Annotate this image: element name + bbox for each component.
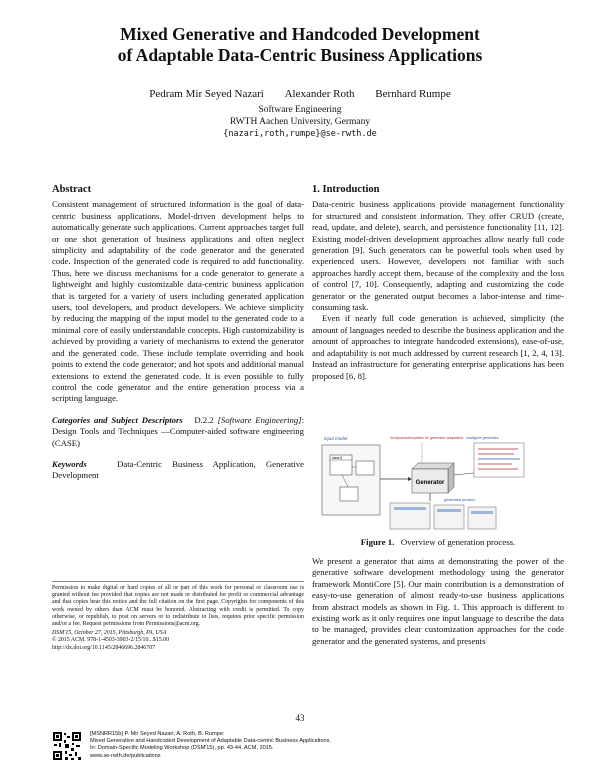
copyright-line: © 2015 ACM. 978-1-4503-3903-2/15/10...$15.00 <box>52 637 170 644</box>
categories-italic: [Software Engineering] <box>217 414 302 425</box>
script-box <box>474 443 524 477</box>
page-number: 43 <box>295 713 305 723</box>
output-screen-3-bar <box>471 511 493 514</box>
output-screen-1-bar <box>394 507 426 510</box>
permission-notice <box>52 581 304 652</box>
qr-module <box>71 758 74 760</box>
generator-cube-top <box>412 463 454 469</box>
generated-product-label: generated product <box>444 498 475 502</box>
output-screen-2-bar <box>437 509 461 512</box>
citation-venue: In: Domain-Specific Modeling Workshop (DSM'15), pp. 43-44. ACM, 2015. <box>90 745 274 752</box>
intro-paragraph-2: Even if nearly full code generation is achieved, simplicity (the amount of languages needed to describe the business application and the amount of approaches to integrate handcoded extensions), ease-of-use, and adaptability is not much addressed by current research [1, 2, 4, 13]. Instead an infrastructure for generating enterprise applications has been proposed [6, 8]. <box>312 313 564 381</box>
intro-paragraph-1: Data-centric business applications provide management functionality for structured and consistent information. They offer CRUD (create, read, update, and delete), search, and persistence functionality [11, 12]. Existing model-driven development approaches allow nearly full code generation [9]. Such generators can be powerful tools when used by experienced users. However, developers not familiar with such approaches hardly accept them, because of the complexity and the loss of control [7, 10]. Consequently, adapting and customizing the code generator or the generated output becomes a labor-intense and time-consuming task. <box>312 199 564 313</box>
keywords-block <box>52 459 304 482</box>
qr-module <box>54 744 57 746</box>
categories-label: Categories and Subject Descriptors <box>52 414 183 425</box>
qr-module <box>64 733 66 735</box>
uml-class-box-3 <box>340 487 358 501</box>
author-2: Alexander Roth <box>284 88 355 100</box>
categories-code: D.2.2 <box>194 414 214 425</box>
qr-module <box>71 748 74 751</box>
author-1: Pedram Mir Seyed Nazari <box>149 88 264 100</box>
title-line-1: Mixed Generative and Handcoded Development <box>120 24 480 44</box>
qr-module <box>59 743 61 747</box>
output-screen-3 <box>468 507 496 529</box>
doi-link[interactable]: http://dx.doi.org/10.1145/2846696.2846707 <box>52 644 156 651</box>
qr-module <box>64 740 66 743</box>
left-column <box>52 184 304 482</box>
qr-finder-tr-dot <box>75 735 78 738</box>
output-screen-2 <box>434 505 464 529</box>
abstract-text: Consistent management of structured information is the goal of data-centric business applications. Model-driven development helps to automatically generate such applications. Current approaches target full or one shot generation of business applications and often neglect simplicity and adaptability of the code generator and the generated code. Inspection of the generated code is required to add functionality. Thus, here we discuss mechanisms for a code generator to generate a lightweight and highly customizable data-centric business application that is targeted for a variety of users including generated application users, tool developers, and product developers. We achieve simplicity by reducing the mapping of the input model to the generated code to a minimal core of easily understandable concepts. High customizability is achieved by providing a variety of mechanisms to extend the generator and the generated code. These include template overriding and hook points to extend the code generator; and hot spots and additional manual extensions to extend the generated code. It is even possible to fully control the code generator and the entire generation process via a scripting language. <box>52 199 304 404</box>
citation-reference: [MSNRR15b] P. Mir Seyed Nazari, A. Roth, B. Rumpe: <box>90 731 225 737</box>
qr-module <box>72 743 74 745</box>
hookpoints-label: hookpoints/templates for generator adaptation <box>390 436 464 440</box>
figure-caption-text: Overview of generation process. <box>400 537 516 547</box>
intro-heading: 1. Introduction <box>312 184 380 195</box>
university: RWTH Aachen University, Germany <box>229 117 371 127</box>
qr-module <box>65 751 67 754</box>
qr-code-icon[interactable] <box>52 731 82 761</box>
author-list <box>40 88 560 100</box>
keywords-text: Data-Centric Business Application, Generative Development <box>52 458 304 481</box>
citation-url[interactable]: www.se-rwth.de/publications <box>90 752 161 759</box>
author-3: Bernhard Rumpe <box>375 88 451 100</box>
categories-block <box>52 415 304 449</box>
department: Software Engineering <box>258 105 342 115</box>
generation-overview-figure <box>318 431 528 531</box>
generator-label: Generator <box>415 480 445 486</box>
author-email: {nazari,roth,rumpe}@se-rwth.de <box>223 129 377 139</box>
abstract-heading: Abstract <box>52 184 92 195</box>
citation-footer <box>90 731 410 760</box>
permission-text: Permission to make digital or hard copies of all or part of this work for personal or classroom use is granted without fee provided that copies are not made or distributed for profit or commercial advantage and that copies bear this notice and the full citation on the first page. Copyrights for components of this work owned by others than ACM must be honored. Abstracting with credit is permitted. To copy otherwise, or republish, to post on servers or to redistribute to lists, requires prior specific permission and/or a fee. Request permissions from Permissions@acm.org. <box>52 585 304 628</box>
keywords-label: Keywords <box>52 458 87 469</box>
right-column <box>312 184 564 382</box>
figure-caption-label: Figure 1. <box>360 537 395 547</box>
qr-module <box>65 757 68 760</box>
categories-rest: : Design Tools and Techniques —Computer-aided software engineering (CASE) <box>52 414 305 448</box>
qr-finder-tl-dot <box>56 735 59 738</box>
uml-class-name: class A <box>332 456 343 460</box>
uml-class-box-2 <box>356 461 374 475</box>
intro-paragraph-3: We present a generator that aims at demonstrating the power of the generative software development methodology using the generator framework MontiCore [5]. Our main contribution is a demonstration of easy-to-use generation of almost ready-to-use business applications from abstract models as shown in Fig. 1. This approach is different to existing work as it only requires one input language to describe the data to be managed, provides clear customization approaches for the code generator and the generated systems, and presents <box>312 556 564 646</box>
qr-module <box>67 736 70 738</box>
citation-title: Mixed Generative and Handcoded Development of Adaptable Data-centric Business Applications. <box>90 738 331 745</box>
qr-module <box>65 744 69 748</box>
figure-caption <box>312 537 564 547</box>
qr-finder-bl-dot <box>56 754 59 757</box>
configure-label: configure generator <box>466 436 499 440</box>
qr-module <box>75 752 77 756</box>
qr-module <box>78 757 81 760</box>
conference-info: DSM'15, October 27, 2015, Pittsburgh, PA, USA <box>52 630 167 637</box>
paper-title <box>40 24 560 66</box>
output-screen-1 <box>390 503 430 529</box>
title-line-2: of Adaptable Data-Centric Business Applications <box>117 45 483 65</box>
input-model-label: input model <box>324 436 348 441</box>
qr-module <box>69 754 72 756</box>
affiliation <box>40 104 560 140</box>
right-column-continued <box>312 556 564 647</box>
qr-module <box>76 745 80 747</box>
